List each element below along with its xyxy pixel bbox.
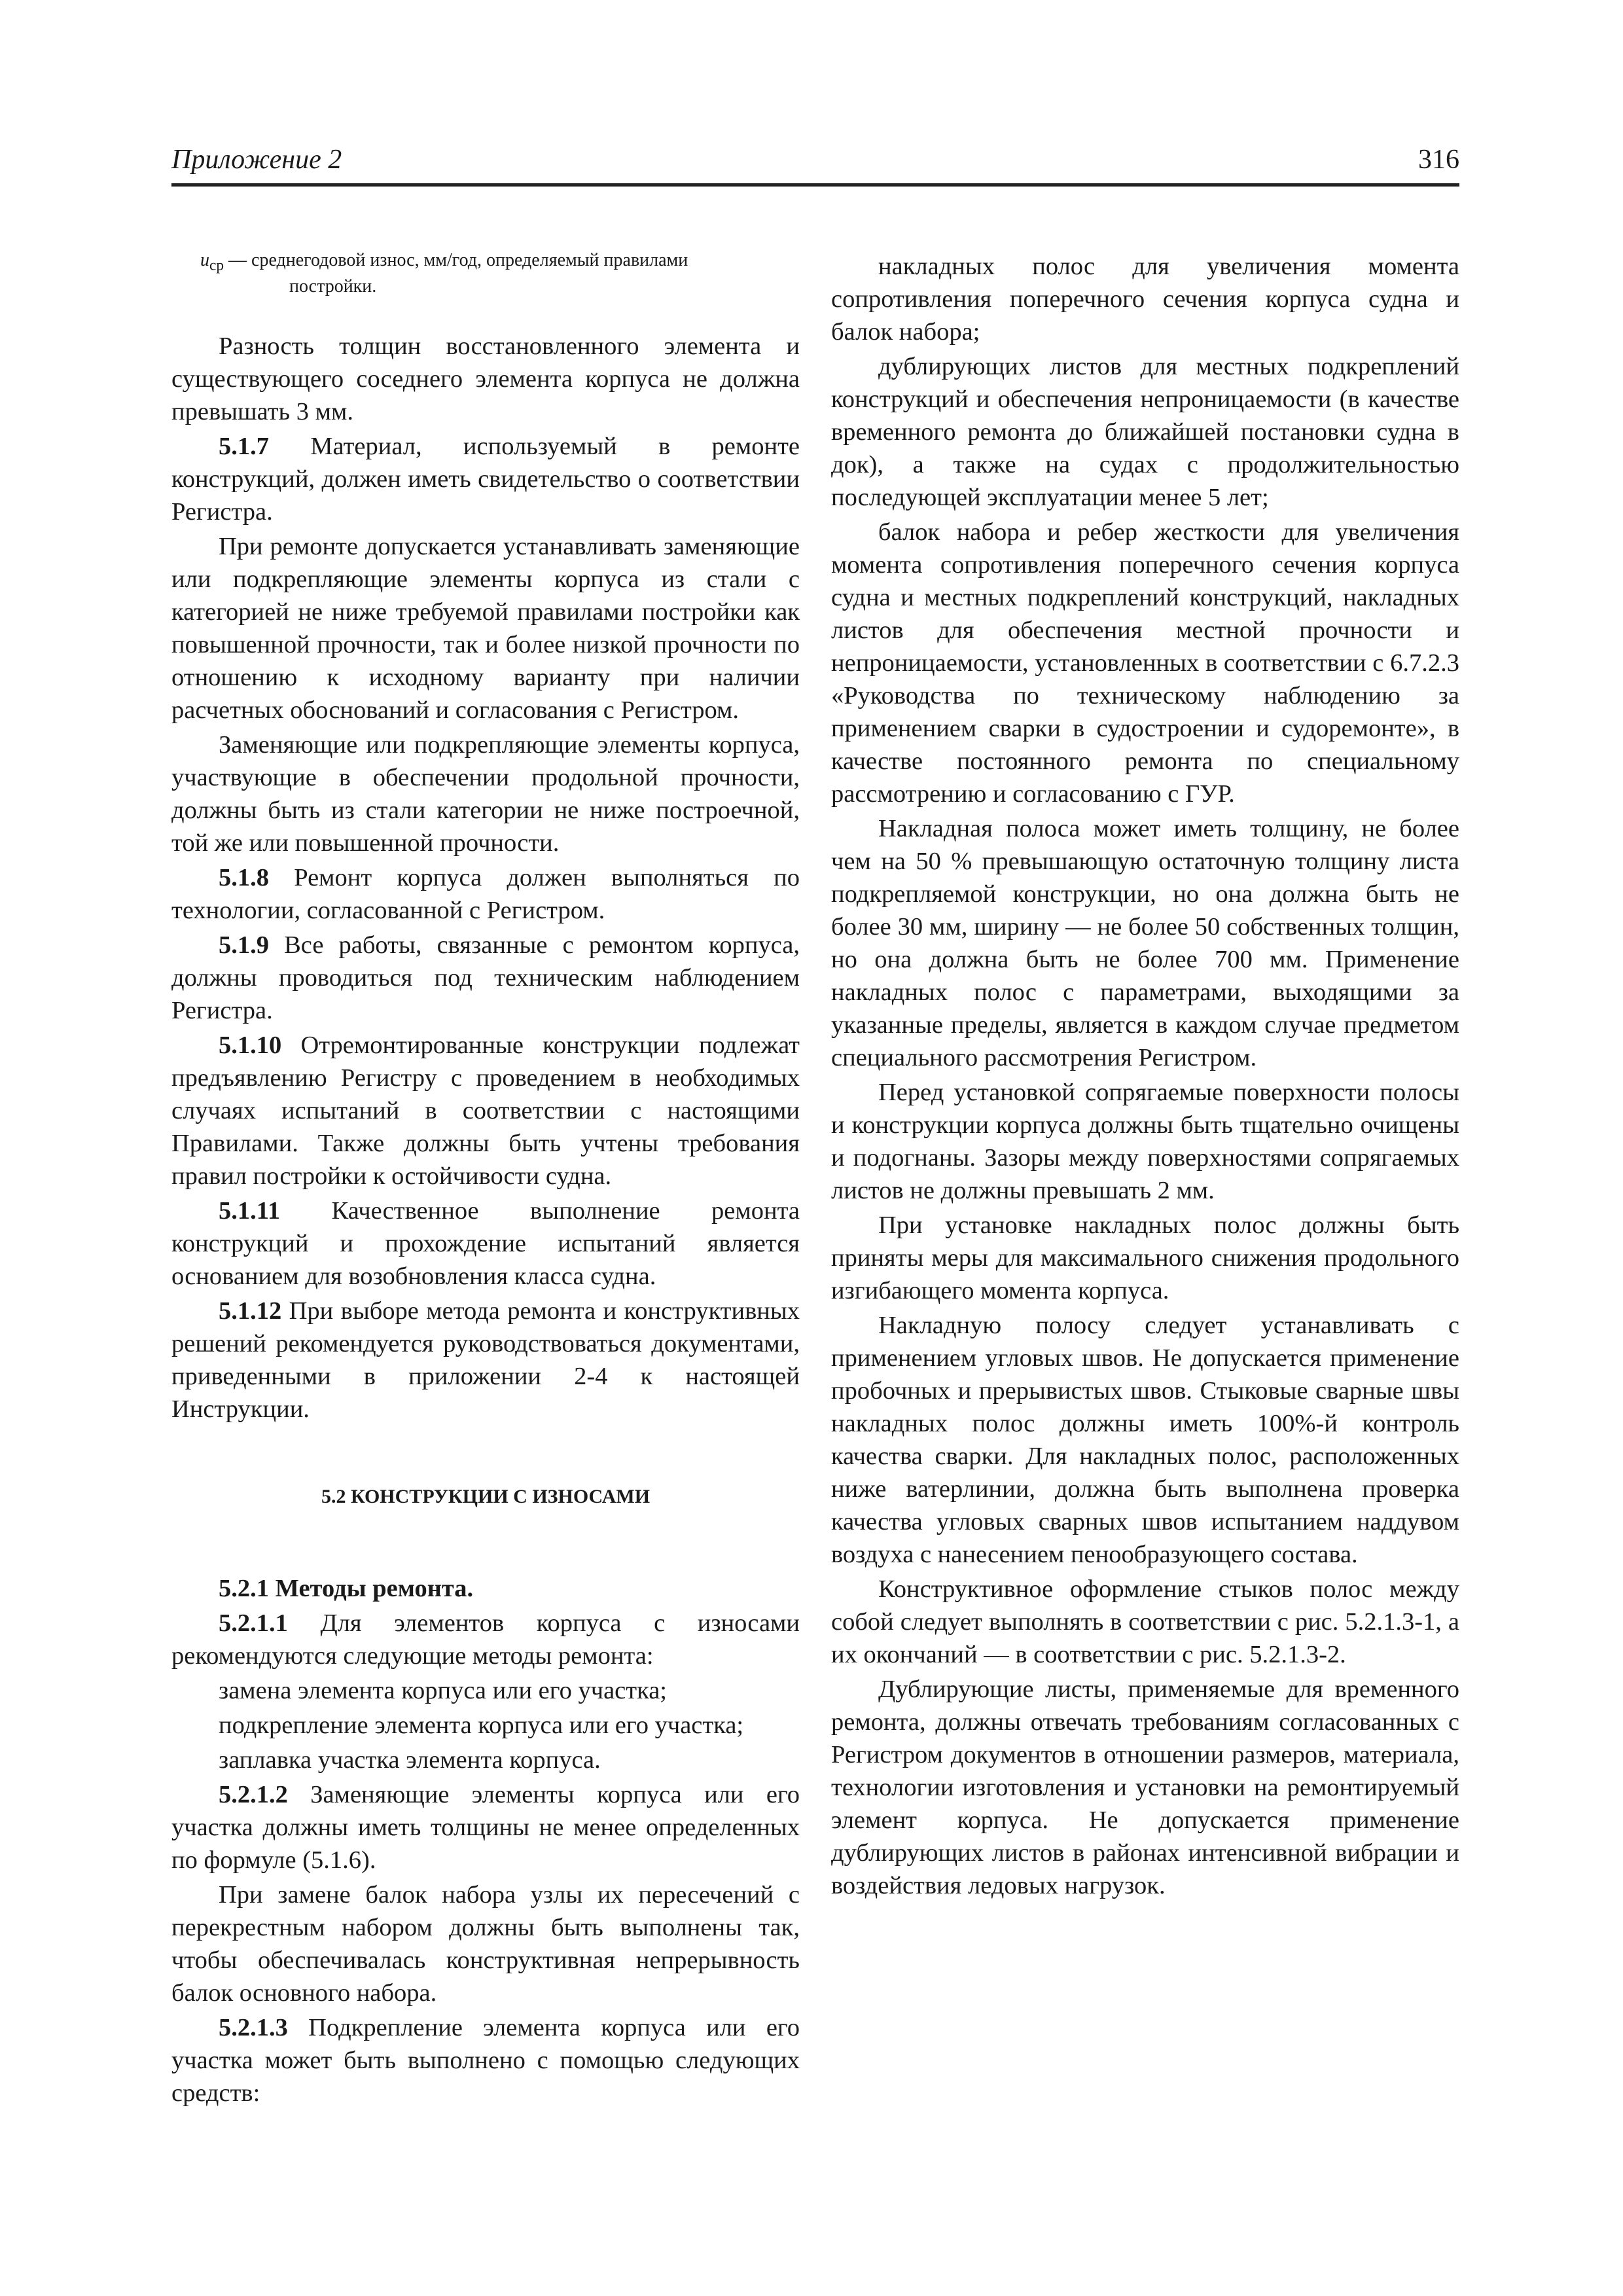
paragraph-text: Заменяющие элементы корпуса или его участка должны иметь толщины не менее определенных по формуле (5.1.6). — [171, 1780, 800, 1874]
footnote — [171, 250, 800, 297]
paragraph-text: Ремонт корпуса должен выполняться по технологии, согласованной с Регистром. — [171, 863, 800, 924]
paragraph-text: Все работы, связанные с ремонтом корпуса, должны проводиться под техническим наблюдением Регистра. — [171, 931, 800, 1024]
paragraph: Разность толщин восстановленного элемента и существующего соседнего элемента корпуса не должна превышать 3 мм. — [171, 332, 800, 425]
page-header — [171, 143, 1459, 187]
left-column — [171, 250, 800, 2109]
paragraph-text: Для элементов корпуса с износами рекомендуются следующие методы ремонта: — [171, 1609, 800, 1670]
clause-number: 5.1.11 — [219, 1196, 281, 1225]
paragraph — [171, 929, 800, 1027]
header-title: Приложение 2 — [171, 145, 342, 175]
paragraph-text: При выборе метода ремонта и конструктивных решений рекомендуется руководствоваться документами, приведенными в приложении 2-4 к настоящей Инструкции. — [171, 1297, 800, 1423]
paragraph — [171, 430, 800, 528]
list-item: балок набора и ребер жесткости для увеличения момента сопротивления поперечного сечения корпуса судна и местных подкреплений конструкций, накладных листов для обеспечения местной прочности и непроницаемости, установленных в соответствии с 6.7.2.3 «Руководства по техническому наблюдению за применением сварки в судостроении и судоремонте», в качестве постоянного ремонта по специальному рассмотрению и согласованию с ГУР. — [831, 518, 1459, 808]
subsection-heading-text: 5.2.1 Методы ремонта. — [219, 1574, 474, 1602]
paragraph: Заменяющие или подкрепляющие элементы корпуса, участвующие в обеспечении продольной прочности, должны быть из стали категории не ниже построечной, той же или повышенной прочности. — [171, 730, 800, 857]
clause-number: 5.1.7 — [219, 432, 269, 460]
paragraph — [171, 1194, 800, 1293]
paragraph: Конструктивное оформление стыков полос между собой следует выполнять в соответствии с рис. 5.2.1.3-1, а их окончаний — в соответствии с рис. 5.2.1.3-2. — [831, 1575, 1459, 1668]
list-item: замена элемента корпуса или его участка; — [219, 1676, 667, 1704]
paragraph: При установке накладных полос должны быть приняты меры для максимального снижения продольного изгибающего момента корпуса. — [831, 1211, 1459, 1304]
paragraph: Дублирующие листы, применяемые для временного ремонта, должны отвечать требованиям согласованных с Регистром документов в отношении размеров, материала, технологии изготовления и установки на ремонтируемый элемент корпуса. Не допускается применение дублирующих листов в районах интенсивной вибрации и воздействия ледовых нагрузок. — [831, 1676, 1459, 1899]
paragraph — [171, 2011, 800, 2109]
subsection-heading — [171, 1572, 800, 1605]
paragraph: При замене балок набора узлы их пересечений с перекрестным набором должны быть выполнены так, чтобы обеспечивалась конструктивная непрерывность балок основного набора. — [171, 1880, 800, 2007]
paragraph-text: Качественное выполнение ремонта конструкций и прохождение испытаний является основанием для возобновления класса судна. — [171, 1196, 800, 1290]
clause-number: 5.2.1.1 — [219, 1609, 288, 1637]
footnote-text: — среднегодовой износ, мм/год, определяемый правилами — [224, 250, 688, 270]
paragraph — [171, 1295, 800, 1426]
footnote-subscript: ср — [209, 257, 224, 274]
list-item: заплавка участка элемента корпуса. — [219, 1746, 601, 1774]
section-title: 5.2 КОНСТРУКЦИИ С ИЗНОСАМИ — [321, 1485, 651, 1507]
clause-number: 5.2.1.3 — [219, 2013, 288, 2041]
clause-number: 5.1.9 — [219, 931, 269, 959]
paragraph-text: Материал, используемый в ремонте конструкций, должен иметь свидетельство о соответствии Регистра. — [171, 432, 800, 526]
paragraph — [171, 1029, 800, 1193]
paragraph — [171, 1778, 800, 1876]
clause-number: 5.2.1.2 — [219, 1780, 288, 1808]
paragraph — [171, 1607, 800, 1672]
paragraph: При ремонте допускается устанавливать заменяющие или подкрепляющие элементы корпуса из стали с категорией не ниже требуемой правилами постройки как повышенной прочности, так и более низкой прочности по отношению к исходному варианту при наличии расчетных обоснований и согласования с Регистром. — [171, 532, 800, 724]
clause-number: 5.1.12 — [219, 1297, 282, 1325]
paragraph-text: Отремонтированные конструкции подлежат предъявлению Регистру с проведением в необходимых случаях испытаний в соответствии с настоящими Правилами. Также должны быть учтены требования правил постройки к остойчивости судна. — [171, 1031, 800, 1190]
footnote-text-cont: постройки. — [289, 276, 377, 296]
list-item: дублирующих листов для местных подкреплений конструкций и обеспечения непроницаемости (в качестве временного ремонта до ближайшей постановки судна в док), а также на судах с продолжительностью последующей эксплуатации менее 5 лет; — [831, 353, 1459, 511]
paragraph: Перед установкой сопрягаемые поверхности полосы и конструкции корпуса должны быть тщательно очищены и подогнаны. Зазоры между поверхностями сопрягаемых листов не должны превышать 2 мм. — [831, 1079, 1459, 1204]
list-item: подкрепление элемента корпуса или его участка; — [219, 1711, 744, 1739]
paragraph — [171, 861, 800, 927]
page-number: 316 — [1418, 145, 1459, 175]
footnote-symbol: u — [200, 250, 209, 270]
paragraph: Накладную полосу следует устанавливать с применением угловых швов. Не допускается применение пробочных и прерывистых швов. Стыковые сварные швы накладных полос должны иметь 100%-й контроль качества сварки. Для накладных полос, расположенных ниже ватерлинии, должна быть выполнена проверка качества угловых сварных швов испытанием наддувом воздуха с нанесением пенообразующего состава. — [831, 1312, 1459, 1568]
clause-number: 5.1.10 — [219, 1031, 282, 1059]
paragraph: Накладная полоса может иметь толщину, не более чем на 50 % превышающую остаточную толщину листа подкрепляемой конструкции, но она должна быть не более 30 мм, ширину — не более 50 собственных толщин, но она должна быть не более 700 мм. Применение накладных полос с параметрами, выходящими за указанные пределы, является в каждом случае предметом специального рассмотрения Регистром. — [831, 815, 1459, 1071]
clause-number: 5.1.8 — [219, 863, 269, 891]
right-column — [831, 250, 1459, 1902]
paragraph-text: Подкрепление элемента корпуса или его участка может быть выполнено с помощью следующих средств: — [171, 2013, 800, 2107]
list-item: накладных полос для увеличения момента сопротивления поперечного сечения корпуса судна и балок набора; — [831, 253, 1459, 346]
